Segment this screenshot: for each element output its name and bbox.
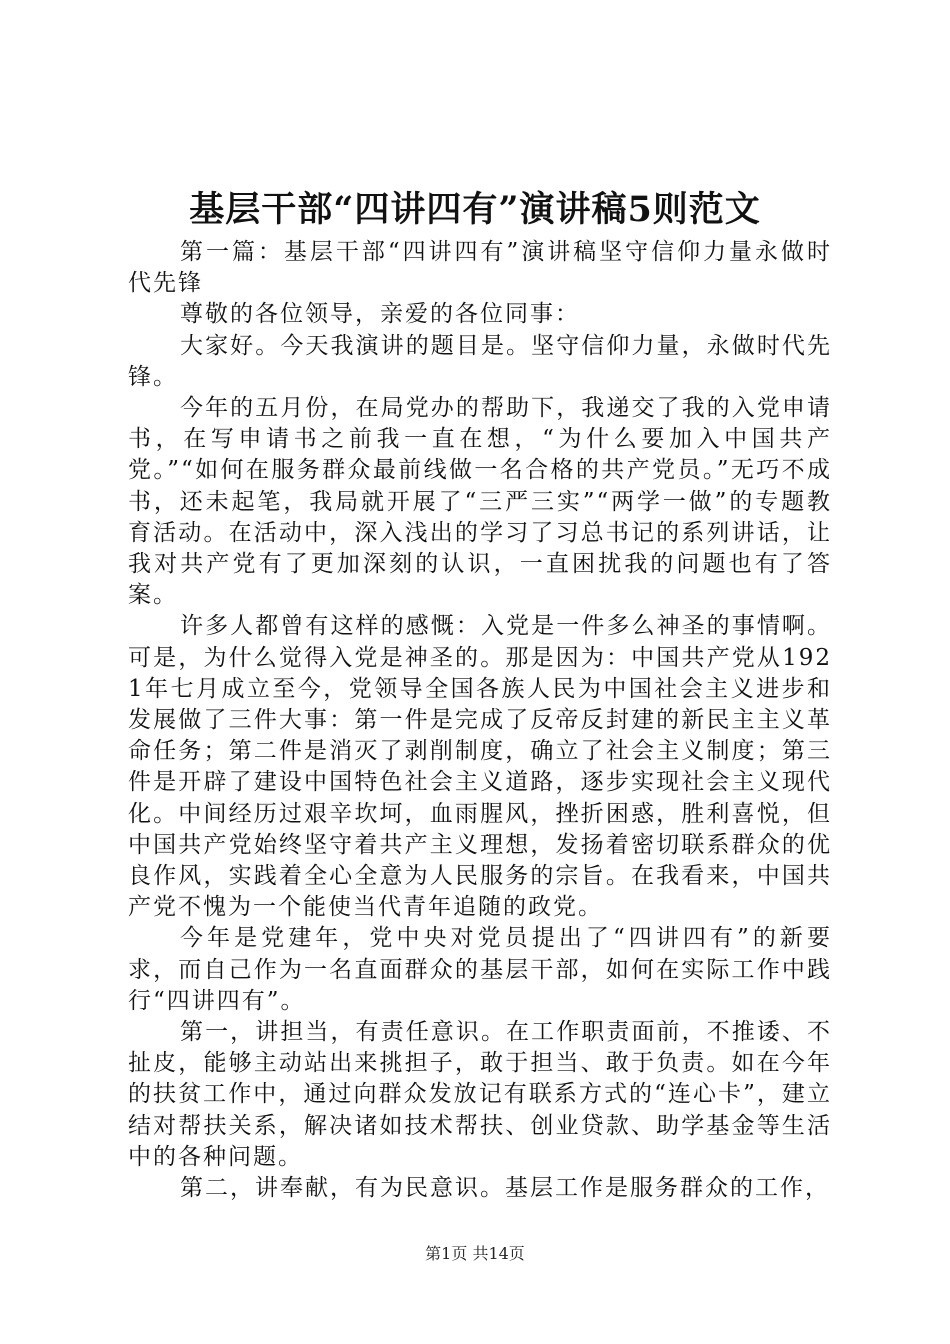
paragraph-1: 第一篇：基层干部“四讲四有”演讲稿坚守信仰力量永做时代先锋 — [128, 239, 832, 297]
document-title: 基层干部“四讲四有”演讲稿5则范文 — [189, 189, 761, 230]
document-body — [128, 237, 832, 1204]
paragraph-3: 大家好。今天我演讲的题目是。坚守信仰力量，永做时代先锋。 — [128, 332, 832, 390]
paragraph-6: 今年是党建年，党中央对党员提出了“四讲四有”的新要求，而自己作为一名直面群众的基层干部，如何在实际工作中践行“四讲四有”。 — [128, 925, 832, 1014]
paragraph-2: 尊敬的各位领导，亲爱的各位同事： — [180, 301, 580, 328]
paragraph-5: 许多人都曾有这样的感慨：入党是一件多么神圣的事情啊。可是，为什么觉得入党是神圣的。那是因为：中国共产党从1921年七月成立至今，党领导全国各族人民为中国社会主义进步和发展做了三件大事：第一件是完成了反帝反封建的新民主主义革命任务；第二件是消灭了剥削制度，确立了社会主义制度；第三件是开辟了建设中国特色社会主义道路，逐步实现社会主义现代化。中间经历过艰辛坎坷，血雨腥风，挫折困惑，胜利喜悦，但中国共产党始终坚守着共产主义理想，发扬着密切联系群众的优良作风，实践着全心全意为人民服务的宗旨。在我看来，中国共产党不愧为一个能使当代青年追随的政党。 — [128, 613, 832, 921]
paragraph-8: 第二，讲奉献，有为民意识。基层工作是服务群众的工作， — [180, 1175, 830, 1202]
paragraph-4: 今年的五月份，在局党办的帮助下，我递交了我的入党申请书，在写申请书之前我一直在想，“为什么要加入中国共产党。”“如何在服务群众最前线做一名合格的共产党员。”无巧不成书，还未起笔，我局就开展了“三严三实”“两学一做”的专题教育活动。在活动中，深入浅出的学习了习总书记的系列讲话，让我对共产党有了更加深刻的认识，一直困扰我的问题也有了答案。 — [128, 395, 832, 609]
paragraph-7: 第一，讲担当，有责任意识。在工作职责面前，不推诿、不扯皮，能够主动站出来挑担子，敢于担当、敢于负责。如在今年的扶贫工作中，通过向群众发放记有联系方式的“连心卡”，建立结对帮扶关系，解决诸如技术帮扶、创业贷款、助学基金等生活中的各种问题。 — [128, 1019, 832, 1170]
page-number-footer: 第1页 共14页 — [425, 1244, 525, 1263]
